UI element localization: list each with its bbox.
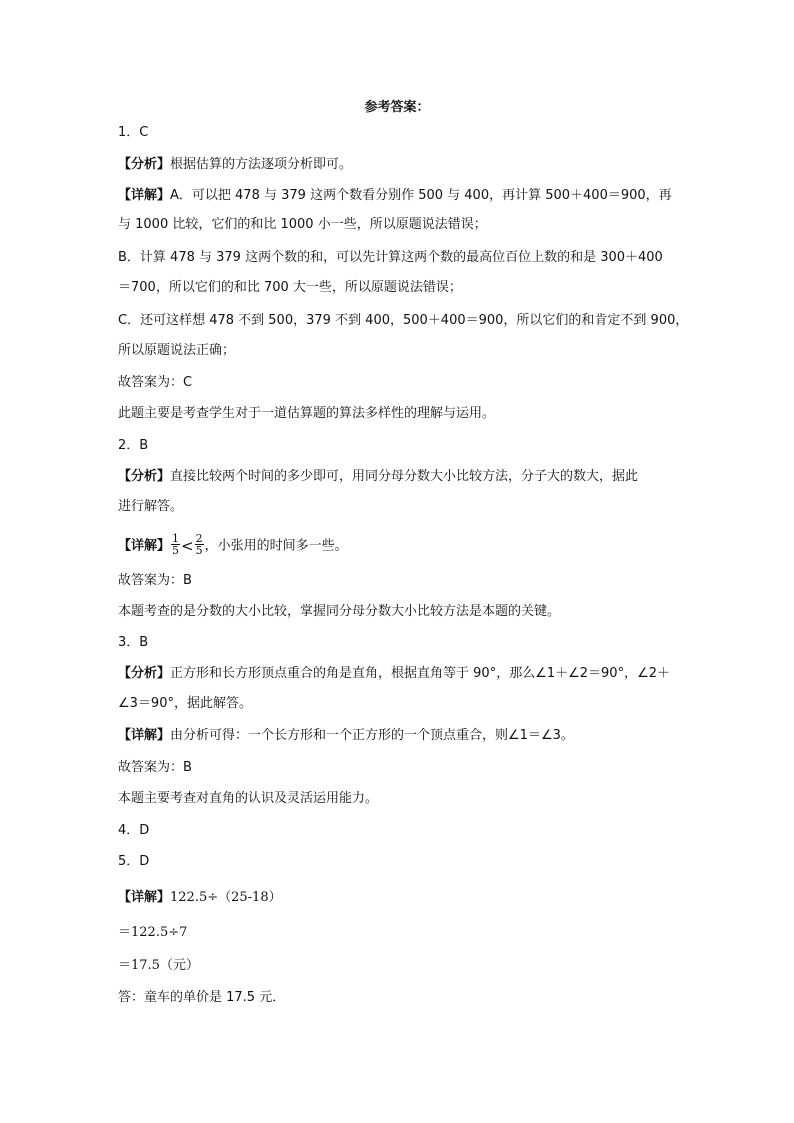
q1-answer: 故答案为：C (118, 375, 193, 390)
q4-number: 4．D (118, 823, 150, 838)
q2-analysis-line1 (118, 468, 688, 486)
q3-answer: 故答案为：B (118, 760, 192, 775)
q2-analysis-line2: 进行解答。 (118, 499, 184, 514)
analysis-tag: 【分析】 (118, 469, 171, 484)
q1-detail-b-line1: B．计算 478 与 379 这两个数的和，可以先计算这两个数的最高位百位上数的和是 300＋400 (118, 250, 663, 265)
q5-detail-line3: ＝17.5（元） (118, 958, 199, 973)
q1-detail-b-line2: ＝700，所以它们的和比 700 大一些，所以原题说法错误； (118, 280, 462, 295)
q1-analysis (118, 156, 688, 174)
fraction-denominator: 5 (195, 543, 203, 557)
q2-summary: 本题考查的是分数的大小比较，掌握同分母分数大小比较方法是本题的关键。 (118, 604, 561, 619)
q1-detail-a1: A．可以把 478 与 379 这两个数看分别作 500 与 400，再计算 500＋400＝900，再 (170, 188, 672, 203)
page-title: 参考答案： (364, 100, 430, 115)
q3-analysis-text1: 正方形和长方形顶点重合的角是直角，根据直角等于 90°，那么∠1＋∠2＝90°，∠2＋ (170, 666, 671, 681)
q2-detail (118, 531, 688, 559)
q2-analysis-text1: 直接比较两个时间的多少即可，用同分母分数大小比较方法，分子大的数大，据此 (170, 469, 639, 484)
q3-analysis-line1 (118, 665, 688, 683)
fraction-two-fifths (195, 533, 204, 556)
q1-number: 1．C (118, 125, 149, 140)
q3-number: 3．B (118, 635, 149, 650)
fraction-one-fifth (171, 533, 180, 556)
fraction-numerator: 1 (172, 531, 180, 545)
q1-detail-c-line1: C．还可这样想 478 不到 500，379 不到 400，500＋400＝900，所以它们的和肯定不到 900， (118, 313, 689, 328)
q5-detail-line1 (118, 889, 688, 907)
q5-answer: 答：童车的单价是 17.5 元． (118, 990, 286, 1005)
analysis-tag: 【分析】 (118, 666, 171, 681)
q1-detail-a-line1 (118, 187, 688, 205)
q2-answer: 故答案为：B (118, 573, 192, 588)
detail-tag: 【详解】 (118, 728, 171, 743)
detail-tag: 【详解】 (118, 188, 171, 203)
fraction-denominator: 5 (172, 543, 180, 557)
q1-summary: 此题主要是考查学生对于一道估算题的算法多样性的理解与运用。 (118, 406, 496, 421)
q3-summary: 本题主要考查对直角的认识及灵活运用能力。 (118, 791, 379, 806)
q1-detail-c-line2: 所以原题说法正确； (118, 343, 236, 358)
q3-detail-text: 由分析可得：一个长方形和一个正方形的一个顶点重合，则∠1＝∠3。 (170, 728, 574, 743)
q5-number: 5．D (118, 854, 150, 869)
q5-detail-line2: ＝122.5÷7 (118, 925, 188, 940)
fraction-numerator: 2 (195, 531, 203, 545)
detail-tag: 【详解】 (118, 890, 171, 905)
analysis-tag: 【分析】 (118, 157, 171, 172)
q1-detail-a-line2: 与 1000 比较，它们的和比 1000 小一些，所以原题说法错误； (118, 217, 487, 232)
q5-detail-text1: 122.5÷（25-18） (170, 890, 282, 905)
detail-tag: 【详解】 (118, 538, 171, 554)
q3-analysis-line2: ∠3＝90°，据此解答。 (118, 696, 252, 711)
q2-detail-text: ，小张用的时间多一些。 (204, 538, 348, 554)
q3-detail (118, 727, 688, 745)
less-than-sign: < (181, 537, 194, 555)
q1-analysis-text: 根据估算的方法逐项分析即可。 (170, 157, 353, 172)
q2-number: 2．B (118, 438, 149, 453)
